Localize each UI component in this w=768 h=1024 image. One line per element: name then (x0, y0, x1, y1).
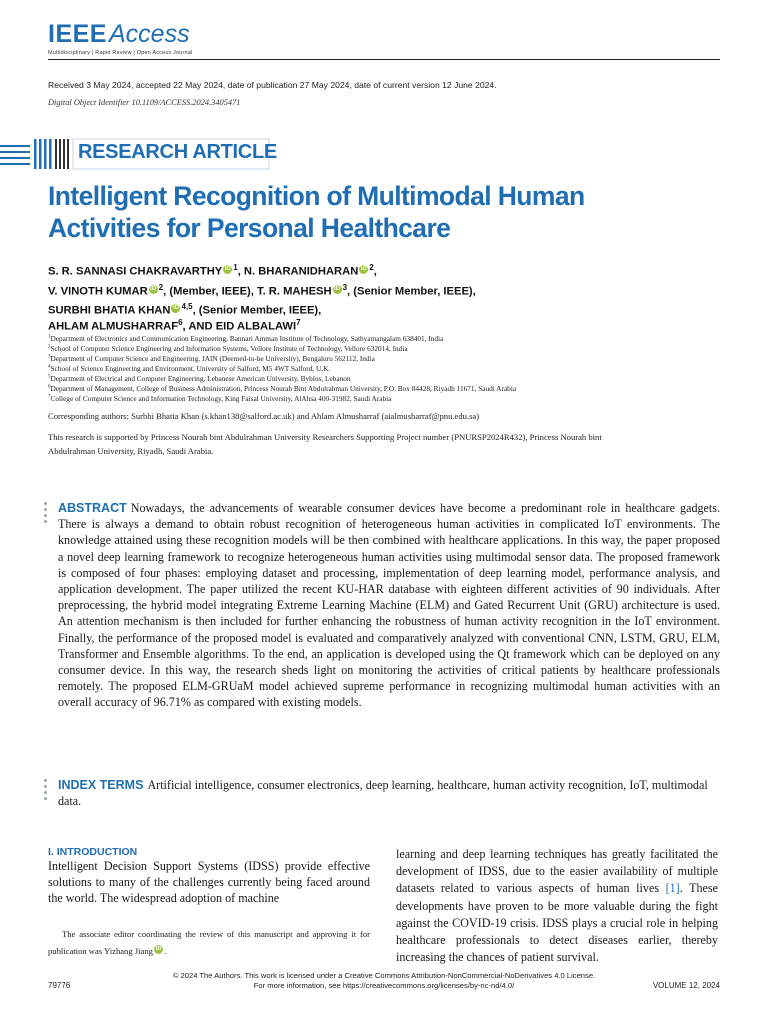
logo-access: Access (108, 20, 190, 48)
funding-statement: This research is supported by Princess Nourah bint Abdulrahman University Researchers Supporting Project number (PNURSP2024R432), Princess Nourah bint Abdulrahman University, Riyadh, Saudi Arabia. (48, 432, 602, 456)
index-terms (58, 777, 720, 809)
index-terms-label: INDEX TERMS (58, 778, 144, 792)
orcid-icon[interactable]: iD (150, 286, 157, 292)
orcid-icon[interactable]: iD (360, 266, 367, 272)
author-affil-number: 6 (178, 318, 183, 327)
editor-note-text: The associate editor coordinating the review of this manuscript and approving it for publication was Yizhang Jiang (48, 929, 370, 956)
affiliation (48, 344, 408, 353)
doi: Digital Object Identifier 10.1109/ACCESS.2024.3405471 (48, 98, 241, 107)
section-heading-introduction: I. INTRODUCTION (48, 846, 138, 858)
affiliation-number: 5 (48, 374, 51, 380)
abstract-label: ABSTRACT (58, 501, 127, 515)
intro-column-1: Intelligent Decision Support Systems (IDSS) provide effective solutions to many of the challenges currently being faced around the world. The widespread adoption of machine (48, 859, 370, 906)
affiliation-number: 7 (48, 394, 51, 400)
author-membership: , (Senior Member, IEEE), (192, 304, 322, 317)
affiliation-number: 4 (48, 364, 51, 370)
index-terms-dots-icon (44, 779, 48, 803)
author-affil-number: 7 (296, 318, 301, 327)
author-line-2 (48, 283, 476, 298)
logo-ieee: IEEE (48, 20, 107, 48)
article-type-label: RESEARCH ARTICLE (78, 141, 277, 163)
affiliation-number: 1 (48, 334, 51, 340)
author-affil-number: 2 (158, 283, 164, 292)
page-number: 79776 (48, 981, 71, 990)
affiliation-text: School of Computer Science Engineering and Information Systems, Vellore Institute of Technology, Vellore 632014, India (50, 344, 408, 353)
author-name: , N. BHARANIDHARAN (237, 265, 359, 278)
affiliation (48, 364, 330, 373)
paper-title: Intelligent Recognition of Multimodal Human Activities for Personal Healthcare (48, 181, 585, 243)
author-affil-number: 3 (342, 283, 348, 292)
author-name: , AND EID ALBALAWI (182, 320, 297, 333)
author-separator: , (373, 265, 377, 278)
author-line-3 (48, 302, 321, 317)
affiliation-text: Department of Computer Science and Engineering, JAIN (Deemed-to-be University), Bengaluru 562112, India (50, 354, 375, 363)
header-divider (48, 59, 720, 60)
affiliation (48, 334, 443, 343)
affiliation-text: Department of Electrical and Computer Engineering, Lebanese American University, Byblos, Lebanon (50, 374, 351, 383)
affiliation-number: 2 (48, 344, 51, 350)
license-link[interactable]: For more information, see https://creativecommons.org/licenses/by-nc-nd/4.0/ (253, 981, 515, 990)
volume-label: VOLUME 12, 2024 (652, 981, 720, 990)
intro-col2-text: learning and deep learning techniques has greatly facilitated the development of IDSS, due to the easier availability of multiple datasets related to various aspects of human lives (396, 847, 718, 896)
author-affil-number: 4,5 (181, 302, 193, 311)
license-line: © 2024 The Authors. This work is licensed under a Creative Commons Attribution-NonCommercial-NoDerivatives 4.0 License. (172, 971, 596, 980)
author-affil-number: 2 (369, 263, 374, 272)
orcid-icon[interactable]: iD (334, 286, 341, 292)
orcid-icon[interactable]: iD (155, 946, 162, 953)
corresponding-authors: Corresponding authors: Surbhi Bhatia Khan (s.khan138@salford.ac.uk) and Ahlam Almusharraf (aialmusharraf@pnu.edu.sa) (48, 411, 480, 421)
affiliation-text: School of Science Engineering and Environment, University of Salford, M5 4WT Salford, U.K. (50, 364, 331, 373)
affiliation (48, 394, 391, 403)
author-name: S. R. SANNASI CHAKRAVARTHY (48, 265, 223, 278)
author-name: AHLAM ALMUSHARRAF (48, 320, 179, 333)
author-name: , (Member, IEEE), T. R. MAHESH (163, 285, 332, 298)
affiliation-text: Department of Electronics and Communication Engineering, Bannari Amman Institute of Technology, Sathyamangalam 638401, India (50, 334, 444, 343)
affiliation (48, 374, 351, 383)
affiliation-text: Department of Management, College of Business Administration, Princess Nourah Bint Abdulrahman University, P.O. Box 84428, Riyadh 11671, Saudi Arabia (50, 384, 517, 393)
author-name: SURBHI BHATIA KHAN (48, 304, 171, 317)
abstract (58, 500, 720, 711)
orcid-icon[interactable]: iD (172, 305, 179, 311)
affiliation (48, 384, 516, 393)
author-line-1 (48, 263, 377, 278)
author-affil-number: 1 (233, 263, 238, 272)
index-terms-text: Artificial intelligence, consumer electronics, deep learning, healthcare, human activity recognition, IoT, multimodal data. (58, 778, 708, 809)
author-membership: , (Senior Member, IEEE), (347, 285, 476, 298)
intro-col2-text: . These developments have proven to be more valuable during the fight against the COVID-19 crisis. IDSS plays a crucial role in helping healthcare professionals to detect diseases earlier, thereby increasing the chances of patient survival. (396, 881, 718, 965)
abstract-text: Nowadays, the advancements of wearable consumer devices have become a predominant role in healthcare gadgets. There is always a demand to obtain robust recognition of heterogeneous human activities in complicated IoT environments. The knowledge attained using these recognition models will be then combined with healthcare applications. In this way, the paper proposed a novel deep learning framework to recognize heterogeneous human activities using multimodal sensor data. The proposed framework is composed of four phases: employing dataset and processing, implementation of deep learning model, performance analysis, and application development. The paper utilized the recent KU-HAR database with eighteen different activities of 90 individuals. After preprocessing, the hybrid model integrating Extreme Learning Machine (ELM) and Gated Recurrent Unit (GRU) architecture is used. An attention mechanism is then included for further enhancing the robustness of human activity recognition in the IoT environment. Finally, the performance of the proposed model is evaluated and comparatively analyzed with conventional CNN, LSTM, GRU, ELM, Transformer and Ensemble algorithms. To the end, an application is developed using the Qt framework which can be deployed on any consumer device. In this way, the research sheds light on monitoring the activities of critical patients by healthcare professionals remotely. The proposed ELM-GRUaM model achieved supreme performance in recognizing multimodal human activities with an overall accuracy of 96.71% as compared with existing models. (58, 501, 720, 710)
author-name: V. VINOTH KUMAR (48, 285, 148, 298)
author-line-4 (48, 318, 301, 333)
intro-column-2 (396, 846, 718, 966)
logo-tagline: Multidisciplinary | Rapid Review | Open Access Journal (48, 50, 193, 56)
received-dates: Received 3 May 2024, accepted 22 May 2024, date of publication 27 May 2024, date of current version 12 June 2024. (48, 80, 497, 90)
editor-note (48, 926, 370, 960)
journal-logo (48, 20, 193, 56)
affiliation-number: 3 (48, 354, 51, 360)
orcid-icon[interactable]: iD (224, 266, 231, 272)
affiliation (48, 354, 375, 363)
affiliation-text: College of Computer Science and Information Technology, King Faisal University, AlAhsa 400-31982, Saudi Arabia (50, 394, 392, 403)
abstract-dots-icon (44, 502, 48, 526)
affiliation-number: 6 (48, 384, 51, 390)
citation-link[interactable]: [1] (665, 881, 680, 896)
editor-note-end: . (163, 946, 167, 956)
